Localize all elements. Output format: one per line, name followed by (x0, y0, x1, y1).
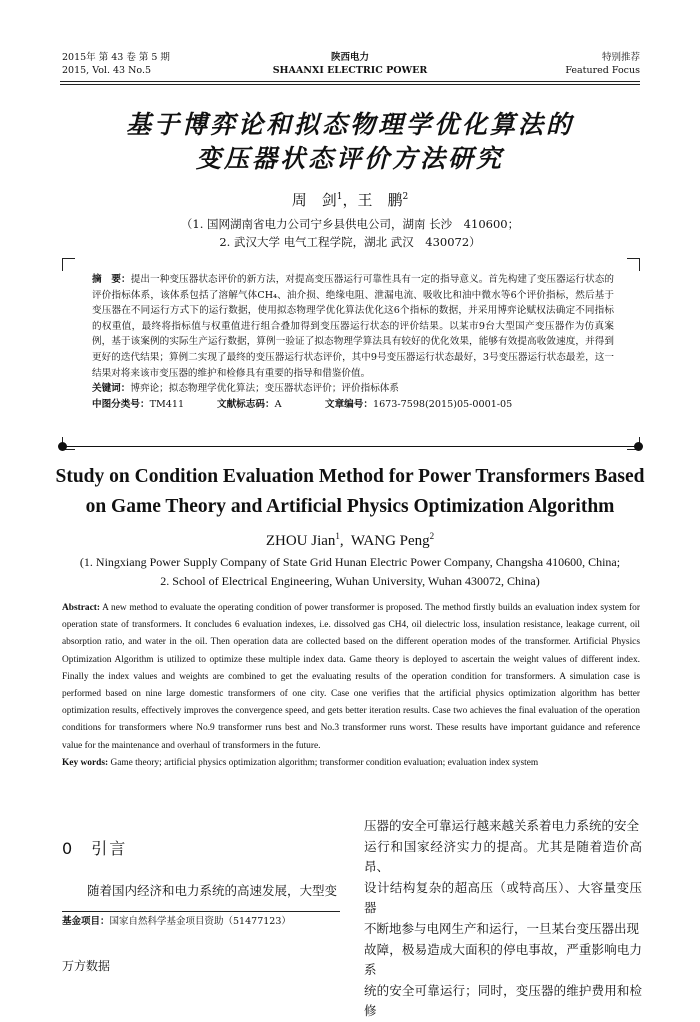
paper-title-cn (0, 108, 700, 176)
intro-right-line: 设计结构复杂的超高压（或特高压）、大容量变压器 (364, 879, 642, 916)
journal-issue-cn: 2015年 第 43 卷 第 5 期 (62, 52, 170, 63)
paper-title-cn-line2: 变压器状态评价方法研究 (195, 144, 504, 173)
abstract-en-label: Abstract: (62, 603, 101, 613)
keywords-cn-label: 关键词： (92, 383, 131, 395)
articleno-label: 文章编号： (325, 398, 373, 410)
abstract-en-text: A new method to evaluate the operating condition of power transformer is proposed. The method firstly builds an evaluation index system for operation state of transformers. It concludes 6 evaluation indexes, i.e. dissolved gas CH4, oil dielectric loss, insulation resistance, leakage current, oil absorption ratio, and water in the oil. Then operation data are collected based on the different operation modes of the transformer. Artificial Physics Optimization Algorithm is utilized to optimize these multiple index data. Game theory is deployed to ascertain the weight values of different index. Finally the index values and weights are combined to get the evaluating results of the operation condition for transformers. A simulation case is performed based on nine large domestic transformers of one city. Case one verifies that the artificial physics optimization algorithm has better optimization results, effectively improves the convergence speed, and gets better iteration results. Case two achieves the final evaluation of the operation conditions for transformers where No.9 transformer runs best and No.3 transformer runs worst. These results have important guidance and reference value for the maintenance and overhaul of transformers in the future. (62, 603, 640, 751)
intro-right-line: 运行和国家经济实力的提高。尤其是随着造价高昂、 (364, 838, 642, 875)
header-rule (60, 81, 640, 82)
abstract-cn-body (92, 272, 614, 381)
frame-corner-tr (627, 258, 640, 271)
column-tag-en: Featured Focus (565, 65, 640, 76)
authors-en (0, 531, 700, 550)
journal-name-en: SHAANXI ELECTRIC POWER (272, 65, 428, 76)
intro-right-line: 不断地参与电网生产和运行，一旦某台变压器出现 (364, 920, 640, 936)
affiliation-en-2: 2. School of Electrical Engineering, Wuhan University, Wuhan 430072, China) (160, 574, 540, 588)
affiliation-cn-1: （1. 国网湖南省电力公司宁乡县供电公司，湖南 长沙 410600； (180, 217, 520, 231)
paper-title-en (0, 462, 700, 522)
keywords-en-text: Game theory; artificial physics optimization algorithm; transformer condition evaluation; evaluation index system (110, 757, 539, 768)
articleno-value: 1673-7598(2015)05-0001-05 (372, 398, 513, 410)
author-en-1: ZHOU Jian (265, 533, 336, 549)
author-en-2: WANG Peng (350, 533, 430, 549)
author-1: 周 剑 (291, 191, 337, 209)
keywords-en (62, 755, 640, 772)
frame-corner-tl (62, 258, 75, 271)
paper-title-cn-line1: 基于博弈论和拟态物理学优化算法的 (125, 110, 574, 139)
author-1-sup: 1 (336, 192, 343, 202)
affiliation-en-1: (1. Ningxiang Power Supply Company of State Grid Hunan Electric Power Company, Changsha 410600, China; (79, 555, 621, 569)
author-separator: ， (342, 191, 358, 209)
keywords-cn (92, 381, 614, 397)
intro-left-paragraph: 随着国内经济和电力系统的高速发展，大型变 (87, 883, 338, 898)
column-tag-cn: 特别推荐 (601, 52, 640, 63)
fund-text: 国家自然科学基金项目资助（51477123） (109, 916, 291, 927)
affiliation-cn-2: 2. 武汉大学 电气工程学院，湖北 武汉 430072） (219, 235, 481, 249)
header-rule-thin (60, 84, 640, 85)
abstract-en-body (62, 600, 640, 755)
author-en-1-sup: 1 (335, 531, 340, 541)
clc-label: 中图分类号： (92, 398, 150, 410)
affiliations-cn (0, 215, 700, 251)
author-en-separator: , (339, 533, 351, 549)
intro-heading (62, 836, 340, 859)
doccode-value: A (274, 398, 282, 410)
affiliations-en (0, 553, 700, 591)
author-2-sup: 2 (402, 192, 409, 202)
abstract-en (62, 600, 640, 772)
doccode-label: 文献标志码： (217, 398, 275, 410)
abstract-cn-text: 提出一种变压器状态评价的新方法，对提高变压器运行可靠性具有一定的指导意义。首先构建了变压器运行状态的评价指标体系，该体系包括了溶解气体CH₄、油介损、绝缘电阻、泄漏电流、吸收比和油中微水等6个评价指标，然后基于变压器在不同运行方式下的运行数据，使用拟态物理学优化算法优化这6个指标的数据，并采用博弈论赋权法确定不同指标的权重值，最终将指标值与权重值进行组合叠加得到变压器运行状态的评价结果。以某市9台大型国产变压器作为仿真案例，基于该案例的实际生产运行数据，算例一验证了拟态物理学算法具有较好的优化效果，能够有效提高收敛速度，并得到更好的迭代结果；算例二实现了最终的变压器运行状态评价，其中9号变压器运行状态最好，3号变压器运行状态最差，这一结果对将来该市变压器的维护和检修具有重要的指导和借鉴价值。 (92, 274, 615, 379)
intro-right-line: 故障，极易造成大面积的停电事故，严重影响电力系 (364, 941, 642, 978)
journal-name-cn: 陕西电力 (330, 52, 369, 63)
intro-right-line: 统的安全可靠运行；同时，变压器的维护费用和检修 (364, 982, 642, 1019)
journal-issue-en: 2015, Vol. 43 No.5 (62, 65, 152, 76)
divider-dot-right (634, 442, 643, 451)
section-divider (62, 446, 640, 447)
keywords-cn-text: 博弈论；拟态物理学优化算法；变压器状态评价；评价指标体系 (130, 383, 399, 395)
paper-title-en-line2: on Game Theory and Artificial Physics Optimization Algorithm (85, 496, 615, 517)
intro-right-column (364, 816, 642, 1022)
footnote-rule (62, 911, 340, 912)
abstract-cn-label: 摘 要： (92, 274, 131, 285)
author-2: 王 鹏 (357, 191, 403, 209)
classification-row (92, 397, 614, 413)
watermark: 万方数据 (62, 959, 111, 973)
clc-value: TM411 (149, 398, 185, 410)
abstract-cn (92, 272, 614, 412)
column-tag (565, 51, 640, 77)
intro-right-line: 压器的安全可靠运行越来越关系着电力系统的安全 (364, 818, 640, 833)
authors-cn (0, 189, 700, 210)
fund-note (62, 915, 340, 929)
fund-label: 基金项目： (62, 916, 110, 927)
section-number: 0 (62, 839, 73, 858)
paper-title-en-line1: Study on Condition Evaluation Method for Power Transformers Based (55, 466, 645, 487)
keywords-en-label: Key words: (62, 757, 109, 768)
divider-dot-left (58, 442, 67, 451)
section-title: 引言 (91, 839, 128, 858)
author-en-2-sup: 2 (429, 531, 435, 541)
